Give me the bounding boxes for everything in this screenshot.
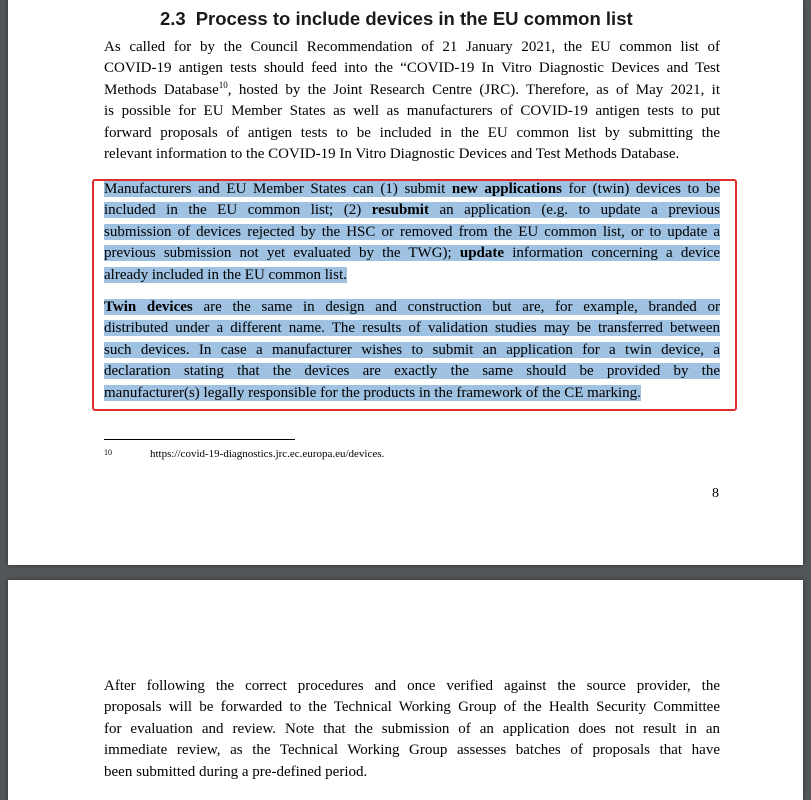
selected-text[interactable]: submission of devices rejected by the HSC or removed from the EU common list, or to update a <box>104 223 720 240</box>
text-line[interactable] <box>104 200 720 221</box>
text-fragment: Methods Database <box>104 81 219 98</box>
selected-text[interactable]: manufacturer(s) legally responsible for the products in the framework of the CE marking. <box>104 384 641 401</box>
text-line[interactable] <box>104 179 720 200</box>
selected-text[interactable]: declaration stating that the devices are exactly the same should be provided by the <box>104 363 720 380</box>
selected-text[interactable]: resubmit <box>371 202 429 219</box>
text-line[interactable] <box>104 340 720 361</box>
page2-paragraph <box>104 676 720 783</box>
selected-text[interactable]: Twin devices <box>104 299 193 315</box>
text-line: been submitted during a pre-defined period. <box>104 763 368 780</box>
selected-text[interactable]: included in the EU common list; (2) <box>104 202 372 219</box>
section-number: 2.3 <box>160 8 186 29</box>
text-line: relevant information to the COVID-19 In Vitro Diagnostic Devices and Test Methods Database. <box>104 145 680 162</box>
text-line[interactable] <box>104 222 720 243</box>
section-title: Process to include devices in the EU common list <box>195 8 633 29</box>
highlighted-paragraph-2[interactable] <box>104 297 720 404</box>
highlighted-paragraph-1[interactable] <box>104 179 720 286</box>
footnote-divider <box>104 439 295 440</box>
text-line[interactable] <box>104 383 720 404</box>
selected-text[interactable]: Manufacturers and EU Member States can (1) submit <box>104 181 452 197</box>
footnote-link[interactable]: https://covid-19-diagnostics.jrc.ec.europa.eu/devices. <box>150 448 385 460</box>
text-line: proposals will be forwarded to the Technical Working Group of the Health Security Committee <box>104 699 720 716</box>
selected-text[interactable]: distributed under a different name. The results of validation studies may be transferred between <box>104 320 720 337</box>
text-line: forward proposals of antigen tests to be included in the EU common list by submitting the <box>104 124 720 141</box>
selected-text[interactable]: are the same in design and construction but are, for example, branded or <box>192 299 720 315</box>
text-line: COVID-19 antigen tests should feed into the “COVID-19 In Vitro Diagnostic Devices and Test <box>104 60 720 77</box>
text-line: As called for by the Council Recommendation of 21 January 2021, the EU common list of <box>104 39 720 55</box>
text-line[interactable] <box>104 318 720 339</box>
section-heading <box>160 8 633 30</box>
text-line: After following the correct procedures and once verified against the source provider, the <box>104 678 720 694</box>
selected-text[interactable]: for (twin) devices to be <box>561 181 720 197</box>
text-line: is possible for EU Member States as well as manufacturers of COVID-19 antigen tests to put <box>104 103 720 120</box>
text-fragment: , hosted by the Joint Research Centre (JRC). Therefore, as of May 2021, it <box>227 81 721 98</box>
selected-text[interactable]: information concerning a device <box>504 245 720 262</box>
text-line <box>104 80 720 101</box>
text-line[interactable] <box>104 361 720 382</box>
selected-text[interactable]: new applications <box>451 181 562 197</box>
text-line[interactable] <box>104 243 720 264</box>
text-line[interactable] <box>104 297 720 318</box>
selected-text[interactable]: an application (e.g. to update a previous <box>428 202 720 219</box>
selected-text[interactable]: such devices. In case a manufacturer wishes to submit an application for a twin device, a <box>104 341 720 358</box>
selected-text[interactable]: previous submission not yet evaluated by the TWG); <box>104 245 460 262</box>
page-number: 8 <box>712 486 719 501</box>
pdf-page-8 <box>8 0 803 565</box>
text-line: immediate review, as the Technical Working Group assesses batches of proposals that have <box>104 742 720 759</box>
footnote-number: 10 <box>104 448 112 457</box>
text-line[interactable] <box>104 265 720 286</box>
selected-text[interactable]: update <box>459 245 505 262</box>
text-line: for evaluation and review. Note that the submission of an application does not result in an <box>104 720 720 737</box>
footnote-ref[interactable]: 10 <box>218 79 228 90</box>
selected-text[interactable]: already included in the EU common list. <box>104 266 347 283</box>
intro-paragraph <box>104 37 720 165</box>
pdf-page-9 <box>8 580 803 800</box>
